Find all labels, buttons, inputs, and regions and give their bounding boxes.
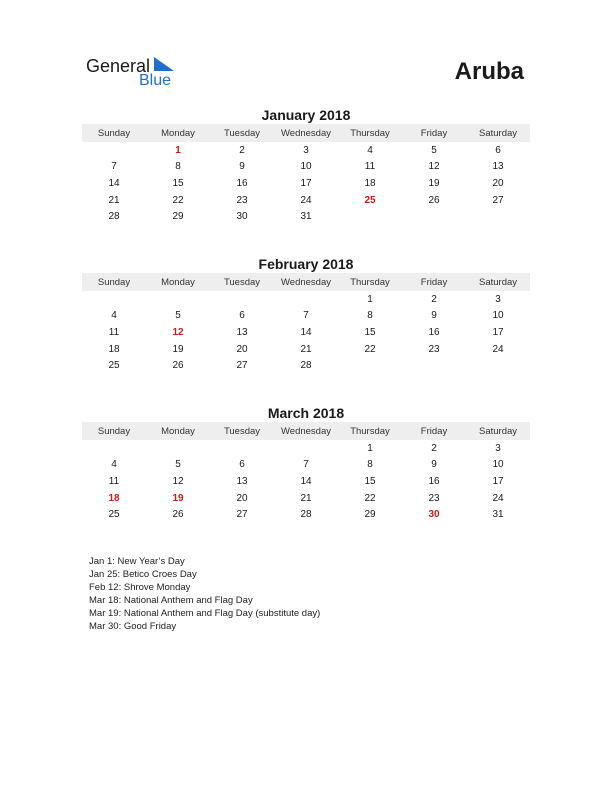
logo [86,54,186,94]
weekday-header-row [82,273,530,291]
day-cell: 21 [108,194,120,206]
holiday-list-item: Jan 25: Betico Croes Day [89,569,197,580]
day-cell: 7 [303,310,309,322]
day-cell: 23 [428,492,440,504]
holiday-list-item: Mar 19: National Anthem and Flag Day (substitute day) [89,608,321,619]
day-cell: 8 [367,310,373,322]
day-cell: 28 [300,509,312,521]
holiday-day-cell: 30 [428,509,440,521]
day-cell: 13 [236,475,248,487]
day-cell: 27 [236,360,248,372]
day-cell: 20 [236,492,248,504]
day-cell: 9 [239,161,245,173]
day-cell: 14 [300,326,312,338]
week-row [82,159,530,176]
weekday-label: Thursday [350,127,390,139]
weekday-label: Saturday [478,127,518,139]
week-row [82,490,530,507]
weekday-label: Friday [420,276,448,288]
day-cell: 5 [175,310,181,322]
day-cell: 26 [172,509,184,521]
day-cell: 21 [300,492,312,504]
day-cell: 27 [492,194,504,206]
day-cell: 15 [172,177,184,189]
weekday-label: Saturday [478,425,518,437]
weekday-label: Friday [420,127,448,139]
holiday-day-cell: 12 [172,326,184,338]
day-cell: 12 [428,161,440,173]
weekday-label: Tuesday [223,425,261,437]
day-cell: 17 [492,326,504,338]
day-cell: 7 [111,161,117,173]
day-cell: 4 [111,459,117,471]
day-cell: 10 [492,459,504,471]
day-cell: 6 [495,144,501,156]
day-cell: 10 [492,310,504,322]
month-calendar [82,255,530,374]
day-cell: 8 [367,459,373,471]
month-title: March 2018 [267,405,345,421]
day-cell: 15 [364,326,376,338]
weekday-label: Sunday [97,276,131,288]
weekday-header-row [82,422,530,440]
week-row [82,440,530,457]
day-cell: 6 [239,310,245,322]
weekday-label: Tuesday [223,276,261,288]
day-cell: 30 [236,211,248,223]
day-cell: 22 [172,194,184,206]
month-calendar [82,106,530,225]
day-cell: 1 [367,293,373,305]
day-cell: 2 [431,293,437,305]
holiday-day-cell: 25 [364,194,376,206]
week-row [82,506,530,523]
day-cell: 31 [492,509,504,521]
day-cell: 18 [364,177,376,189]
weekday-label: Wednesday [281,276,331,288]
weekday-label: Monday [161,276,195,288]
day-cell: 16 [428,475,440,487]
week-row [82,142,530,159]
holiday-list-item: Jan 1: New Year’s Day [89,556,185,567]
day-cell: 24 [492,492,504,504]
logo-triangle-icon [154,57,176,73]
weekday-label: Thursday [350,276,390,288]
day-cell: 14 [300,475,312,487]
day-cell: 11 [108,475,120,487]
weekday-label: Sunday [97,425,131,437]
day-cell: 21 [300,343,312,355]
weekday-label: Wednesday [281,127,331,139]
week-row [82,473,530,490]
day-cell: 8 [175,161,181,173]
day-cell: 23 [236,194,248,206]
holiday-list-item: Mar 30: Good Friday [89,621,177,632]
day-cell: 15 [364,475,376,487]
month-title: February 2018 [258,256,354,272]
day-cell: 31 [300,211,312,223]
weekday-header-row [82,124,530,142]
logo-general-text: General [86,56,151,76]
day-cell: 10 [300,161,312,173]
day-cell: 27 [236,509,248,521]
day-cell: 1 [367,442,373,454]
day-cell: 20 [236,343,248,355]
day-cell: 29 [172,211,184,223]
day-cell: 13 [236,326,248,338]
week-row [82,175,530,192]
day-cell: 2 [239,144,245,156]
week-row [82,291,530,308]
logo-blue-text: Blue [139,72,172,89]
holiday-day-cell: 19 [172,492,184,504]
day-cell: 6 [239,459,245,471]
weekday-label: Thursday [350,425,390,437]
week-row [82,208,530,225]
weekday-label: Monday [161,425,195,437]
week-row [82,357,530,374]
day-cell: 14 [108,177,120,189]
day-cell: 3 [495,293,501,305]
day-cell: 2 [431,442,437,454]
day-cell: 4 [367,144,373,156]
week-row [82,341,530,358]
day-cell: 9 [431,459,437,471]
weekday-label: Sunday [97,127,131,139]
weekday-label: Wednesday [281,425,331,437]
holiday-day-cell: 18 [108,492,120,504]
day-cell: 16 [428,326,440,338]
day-cell: 12 [172,475,184,487]
day-cell: 25 [108,509,120,521]
day-cell: 3 [495,442,501,454]
day-cell: 24 [492,343,504,355]
day-cell: 26 [428,194,440,206]
weekday-label: Monday [161,127,195,139]
day-cell: 5 [431,144,437,156]
holiday-list-item: Mar 18: National Anthem and Flag Day [89,595,253,606]
day-cell: 22 [364,492,376,504]
weekday-label: Friday [420,425,448,437]
day-cell: 11 [108,326,120,338]
day-cell: 13 [492,161,504,173]
day-cell: 17 [300,177,312,189]
day-cell: 19 [428,177,440,189]
day-cell: 4 [111,310,117,322]
day-cell: 28 [108,211,120,223]
holiday-list [89,555,329,633]
month-title: January 2018 [261,107,351,123]
day-cell: 22 [364,343,376,355]
day-cell: 11 [364,161,376,173]
weekday-label: Saturday [478,276,518,288]
day-cell: 19 [172,343,184,355]
weekday-label: Tuesday [223,127,261,139]
day-cell: 23 [428,343,440,355]
day-cell: 20 [492,177,504,189]
day-cell: 7 [303,459,309,471]
day-cell: 18 [108,343,120,355]
day-cell: 28 [300,360,312,372]
week-row [82,457,530,474]
day-cell: 25 [108,360,120,372]
holiday-day-cell: 1 [175,144,181,156]
day-cell: 9 [431,310,437,322]
week-row [82,192,530,209]
day-cell: 5 [175,459,181,471]
week-row [82,308,530,325]
day-cell: 16 [236,177,248,189]
holiday-list-item: Feb 12: Shrove Monday [89,582,191,593]
day-cell: 17 [492,475,504,487]
week-row [82,324,530,341]
month-calendar [82,404,530,523]
day-cell: 29 [364,509,376,521]
day-cell: 3 [303,144,309,156]
day-cell: 24 [300,194,312,206]
day-cell: 26 [172,360,184,372]
country-title: Aruba [454,58,524,85]
